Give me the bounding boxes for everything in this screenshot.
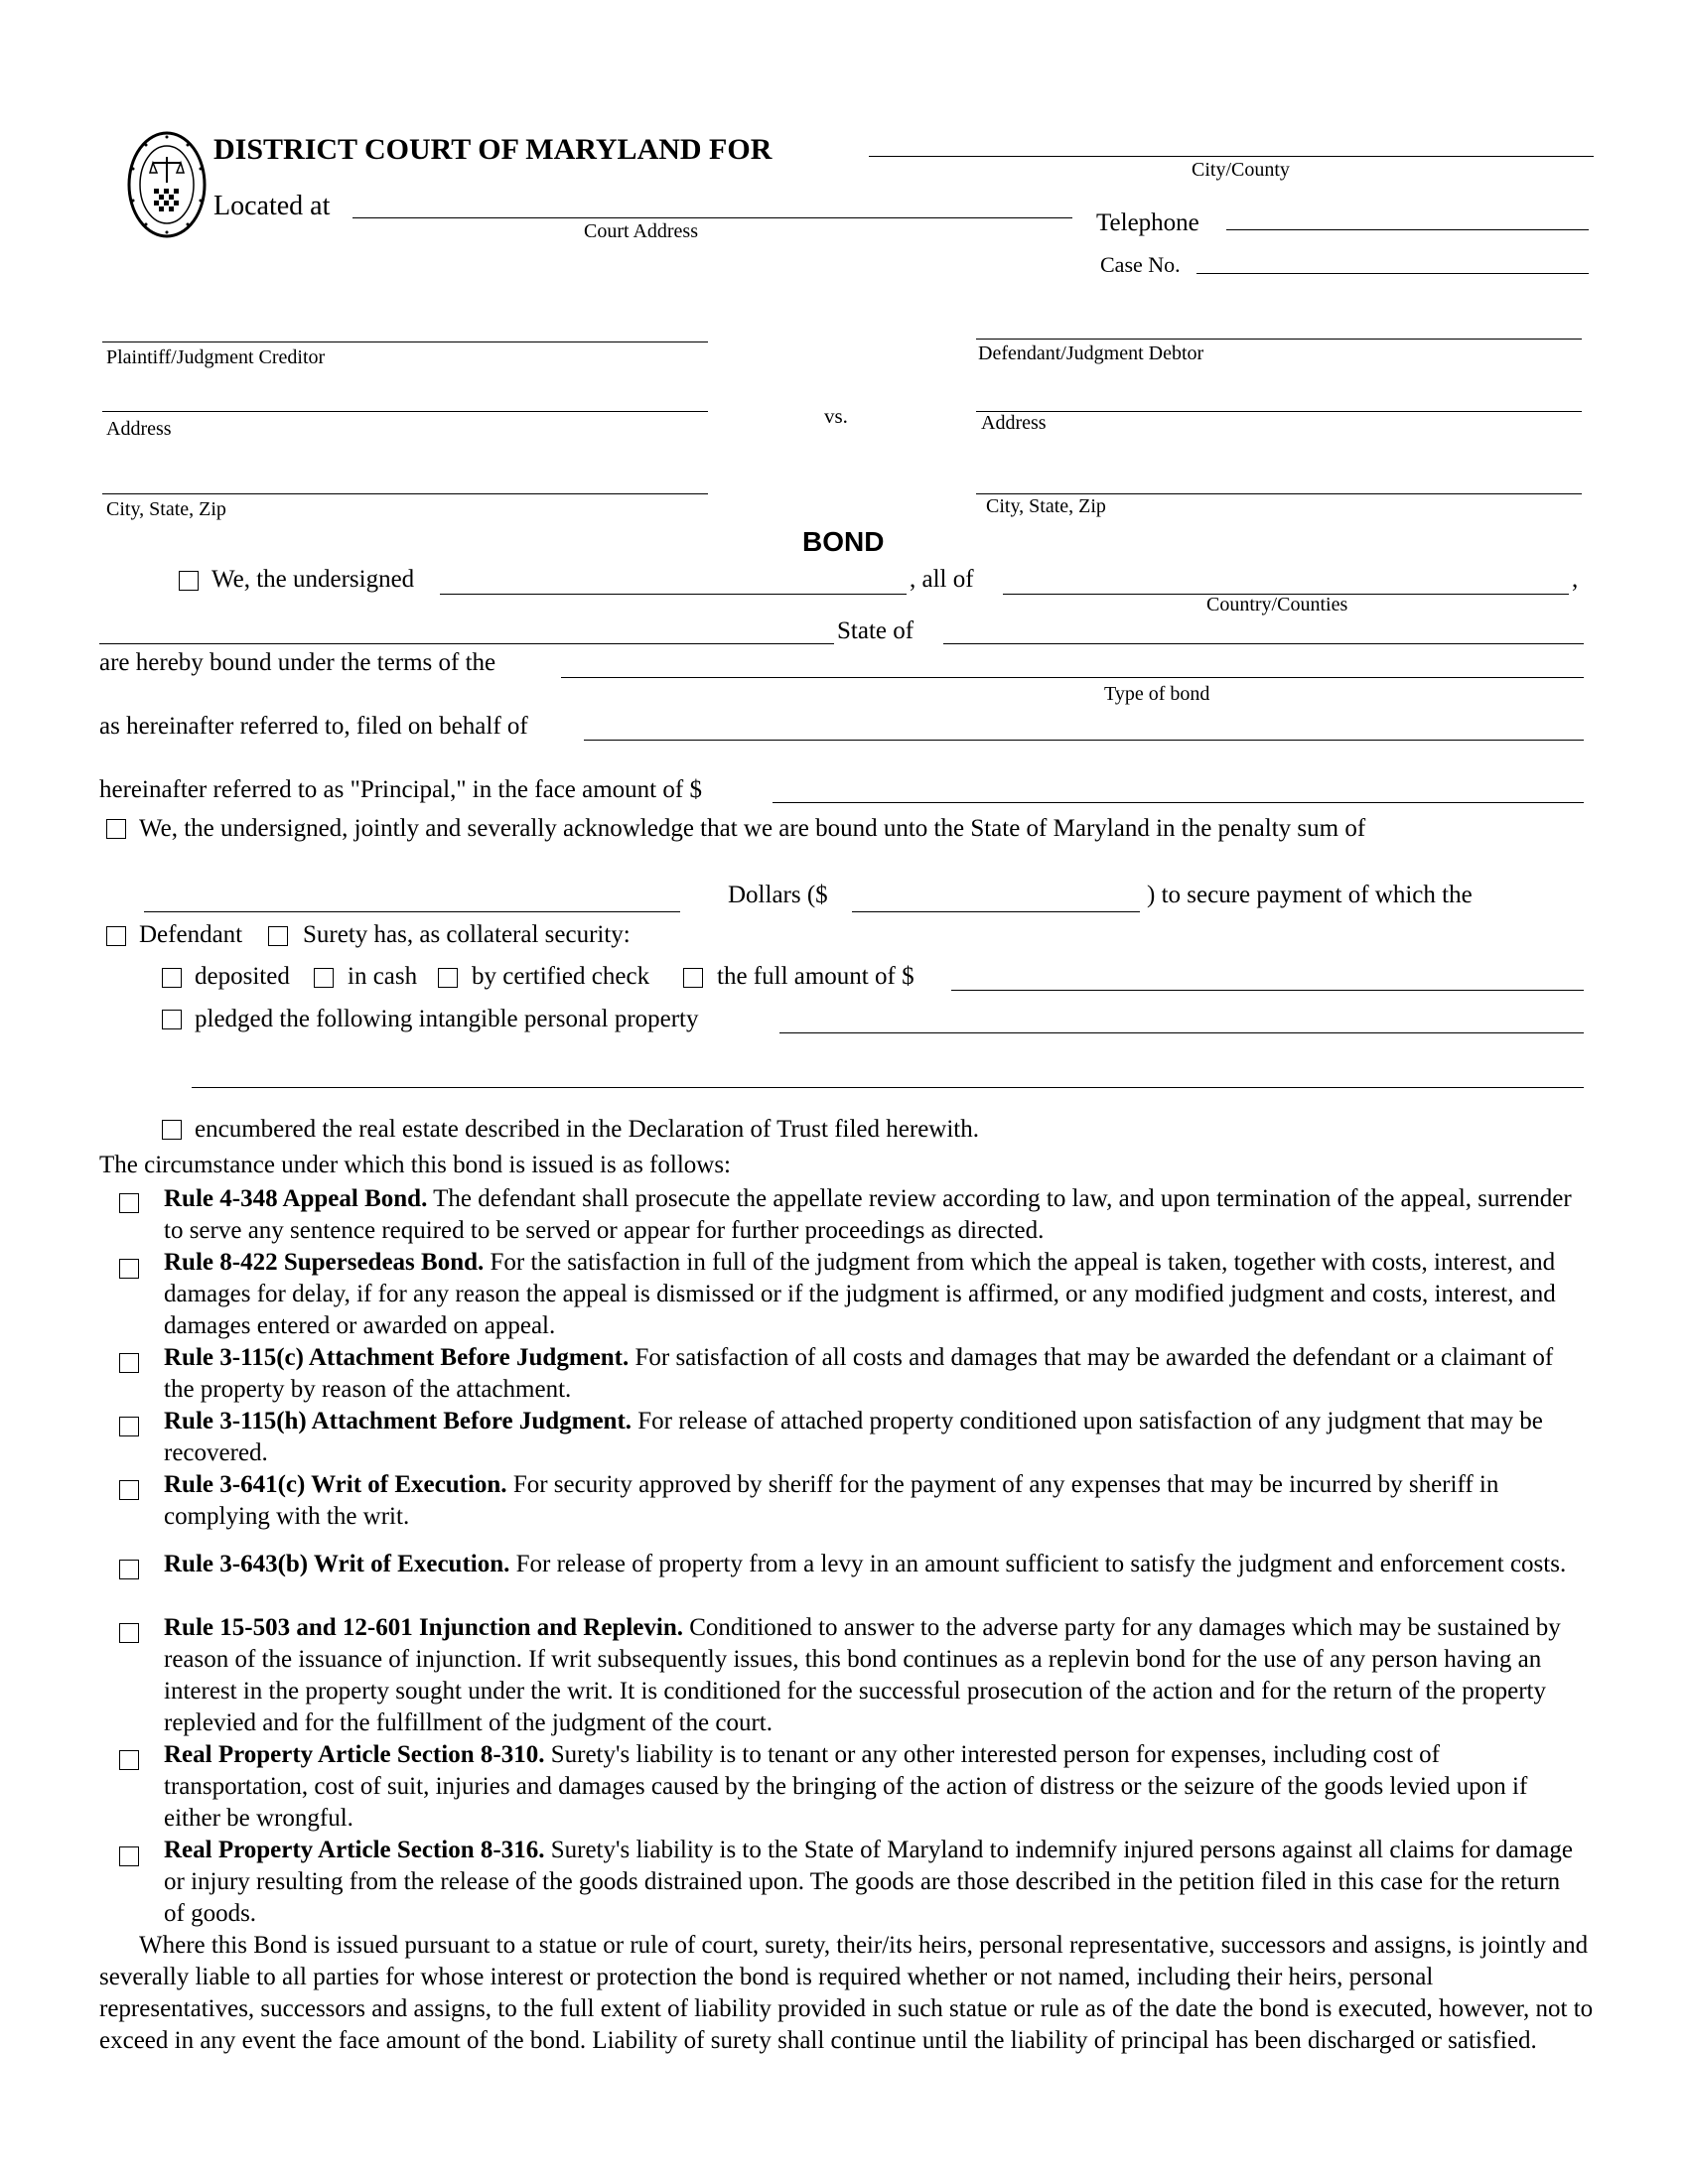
in-cash-label: in cash bbox=[348, 963, 418, 990]
defendant-address-label: Address bbox=[981, 412, 1047, 434]
bond-title: BOND bbox=[802, 526, 885, 557]
undersigned-second-line bbox=[99, 643, 834, 644]
vs-label: vs. bbox=[824, 404, 848, 428]
rule-3-115c-checkbox[interactable] bbox=[119, 1353, 139, 1373]
city-county-line bbox=[869, 156, 1594, 157]
court-address-input[interactable] bbox=[357, 191, 1067, 216]
plaintiff-city-input[interactable] bbox=[107, 467, 703, 492]
state-of-label: State of bbox=[837, 617, 914, 644]
defendant-label: Defendant/Judgment Debtor bbox=[978, 342, 1204, 364]
plaintiff-city-line bbox=[102, 493, 708, 494]
plaintiff-city-label: City, State, Zip bbox=[106, 498, 226, 520]
filed-on-behalf-input[interactable] bbox=[589, 714, 1579, 740]
pledged-checkbox[interactable] bbox=[162, 1010, 182, 1029]
defendant-option-label: Defendant bbox=[139, 921, 243, 948]
city-county-label: City/County bbox=[1192, 159, 1290, 181]
deposited-label: deposited bbox=[195, 963, 290, 990]
undersigned-second-input[interactable] bbox=[104, 617, 829, 643]
in-cash-checkbox[interactable] bbox=[314, 968, 334, 988]
circumstance-label: The circumstance under which this bond is issued is as follows: bbox=[99, 1152, 731, 1178]
pledged-label: pledged the following intangible personal property bbox=[195, 1006, 699, 1032]
rule-3-643b-checkbox[interactable] bbox=[119, 1560, 139, 1579]
surety-has-label: Surety has, as collateral security: bbox=[303, 921, 631, 948]
located-at-label: Located at bbox=[213, 191, 331, 221]
we-undersigned-checkbox[interactable] bbox=[179, 571, 199, 591]
dollars-label: Dollars ($ bbox=[728, 882, 828, 908]
defendant-address-input[interactable] bbox=[981, 384, 1577, 410]
court-address-label: Court Address bbox=[584, 220, 698, 242]
defendant-city-line bbox=[976, 493, 1582, 494]
full-amount-line bbox=[951, 990, 1584, 991]
city-county-input[interactable] bbox=[874, 129, 1589, 155]
defendant-input[interactable] bbox=[981, 312, 1577, 338]
rule-3-115h-checkbox[interactable] bbox=[119, 1417, 139, 1436]
to-secure-label: ) to secure payment of which the bbox=[1147, 882, 1473, 908]
rule-8-422-checkbox[interactable] bbox=[119, 1259, 139, 1279]
rule-15-503: Rule 15-503 and 12-601 Injunction and Replevin. Conditioned to answer to the adverse party for any damages which may be sustained by reason of the issuance of injunction. If writ subsequently issues, this bond continues as a replevin bond for the use of any person having an interest in the property sought under the writ. It is conditioned for the successful prosecution of the action and for the return of the property replevied and for the fulfillment of the judgment of the court. bbox=[164, 1614, 1561, 1736]
counties-label: Country/Counties bbox=[1206, 594, 1348, 615]
maryland-court-seal bbox=[126, 129, 208, 240]
pledged-property-input-2[interactable] bbox=[197, 1061, 1579, 1087]
case-no-input[interactable] bbox=[1201, 248, 1584, 274]
defendant-checkbox[interactable] bbox=[106, 926, 126, 946]
state-line bbox=[943, 643, 1584, 644]
defendant-line bbox=[976, 339, 1582, 340]
defendant-address-line bbox=[976, 411, 1582, 412]
pledged-property-input[interactable] bbox=[784, 1007, 1579, 1032]
rule-3-643b: Rule 3-643(b) Writ of Execution. For release of property from a levy in an amount sufficient to satisfy the judgment and enforcement costs. bbox=[164, 1551, 1567, 1577]
penalty-amount-line bbox=[852, 911, 1140, 912]
plaintiff-label: Plaintiff/Judgment Creditor bbox=[106, 346, 326, 368]
all-of-label: , all of bbox=[910, 566, 974, 593]
closing-paragraph: Where this Bond is issued pursuant to a statue or rule of court, surety, their/its heirs, personal representative, successors and assigns, is jointly and severally liable to all parties for whose interest or protection the bond is required whether or not named, including their heirs, personal representatives, successors and assigns, to the full extent of liability provided in such statue or rule as of the date the bond is executed, however, not to exceed in any event the face amount of the bond. Liability of surety shall continue until the liability of principal has been discharged or satisfied. bbox=[99, 1932, 1594, 2054]
penalty-amount-input[interactable] bbox=[857, 886, 1135, 911]
plaintiff-address-label: Address bbox=[106, 418, 172, 440]
certified-check-label: by certified check bbox=[472, 963, 650, 990]
rpa-8-310-checkbox[interactable] bbox=[119, 1750, 139, 1770]
bound-terms-label: are hereby bound under the terms of the bbox=[99, 649, 496, 676]
rule-3-115h: Rule 3-115(h) Attachment Before Judgment. For release of attached property conditioned upon satisfaction of any judgment that may be recovered. bbox=[164, 1408, 1543, 1466]
jointly-checkbox[interactable] bbox=[106, 819, 126, 839]
penalty-words-line bbox=[144, 911, 680, 912]
encumbered-label: encumbered the real estate described in the Declaration of Trust filed herewith. bbox=[195, 1116, 979, 1143]
encumbered-checkbox[interactable] bbox=[162, 1120, 182, 1140]
telephone-label: Telephone bbox=[1096, 209, 1199, 236]
court-title: DISTRICT COURT OF MARYLAND FOR bbox=[213, 133, 773, 166]
state-input[interactable] bbox=[948, 617, 1579, 643]
principal-amount-input[interactable] bbox=[777, 776, 1579, 802]
surety-checkbox[interactable] bbox=[268, 926, 288, 946]
principal-amount-label: hereinafter referred to as "Principal," in the face amount of $ bbox=[99, 776, 702, 803]
full-amount-input[interactable] bbox=[956, 964, 1579, 990]
pledged-property-line bbox=[779, 1032, 1584, 1033]
rpa-8-310: Real Property Article Section 8-310. Surety's liability is to tenant or any other interested person for expenses, including cost of transportation, cost of suit, injuries and damages caused by the bringing of the action of distress or the seizure of the goods levied upon if either be wrongful. bbox=[164, 1741, 1528, 1832]
undersigned-names-input[interactable] bbox=[445, 568, 902, 594]
counties-comma: , bbox=[1572, 566, 1579, 593]
rpa-8-316: Real Property Article Section 8-316. Surety's liability is to the State of Maryland to indemnify injured persons against all claims for damage or injury resulting from the release of the goods distrained upon. The goods are those described in the petition filed in this case for the return of goods. bbox=[164, 1837, 1574, 1927]
filed-on-behalf-label: as hereinafter referred to, filed on behalf of bbox=[99, 713, 528, 740]
telephone-line bbox=[1226, 229, 1589, 230]
plaintiff-input[interactable] bbox=[107, 315, 703, 341]
undersigned-names-line bbox=[440, 594, 907, 595]
case-no-label: Case No. bbox=[1100, 252, 1181, 277]
rule-3-641c-checkbox[interactable] bbox=[119, 1480, 139, 1500]
deposited-checkbox[interactable] bbox=[162, 968, 182, 988]
penalty-words-input[interactable] bbox=[149, 886, 675, 911]
type-of-bond-line bbox=[561, 677, 1584, 678]
rpa-8-316-checkbox[interactable] bbox=[119, 1846, 139, 1866]
rule-4-348-checkbox[interactable] bbox=[119, 1193, 139, 1213]
plaintiff-line bbox=[102, 341, 708, 342]
type-of-bond-input[interactable] bbox=[566, 651, 1579, 677]
rule-8-422: Rule 8-422 Supersedeas Bond. For the satisfaction in full of the judgment from which the appeal is taken, together with costs, interest, and damages for delay, if for any reason the appeal is dismissed or if the judgment is affirmed, or any modified judgment and costs, interest, and damages entered or awarded on appeal. bbox=[164, 1249, 1556, 1339]
we-undersigned-label: We, the undersigned bbox=[211, 566, 415, 593]
defendant-city-label: City, State, Zip bbox=[986, 495, 1106, 517]
full-amount-checkbox[interactable] bbox=[683, 968, 703, 988]
defendant-city-input[interactable] bbox=[981, 467, 1577, 492]
jointly-label: We, the undersigned, jointly and severally acknowledge that we are bound unto the State of Maryland in the penalty sum of bbox=[139, 815, 1366, 842]
filed-on-behalf-line bbox=[584, 740, 1584, 741]
type-of-bond-label: Type of bond bbox=[1104, 683, 1210, 705]
rule-3-115c: Rule 3-115(c) Attachment Before Judgment. For satisfaction of all costs and damages that may be awarded the defendant or a claimant of the property by reason of the attachment. bbox=[164, 1344, 1554, 1403]
certified-check-checkbox[interactable] bbox=[438, 968, 458, 988]
court-address-line bbox=[352, 217, 1072, 218]
plaintiff-address-line bbox=[102, 411, 708, 412]
rule-4-348: Rule 4-348 Appeal Bond. The defendant shall prosecute the appellate review according to law, and upon termination of the appeal, surrender to serve any sentence required to be served or appear for further proceedings as directed. bbox=[164, 1185, 1572, 1244]
principal-amount-line bbox=[773, 802, 1584, 803]
counties-input[interactable] bbox=[1008, 568, 1564, 594]
pledged-property-line-2 bbox=[192, 1087, 1584, 1088]
plaintiff-address-input[interactable] bbox=[107, 384, 703, 410]
telephone-input[interactable] bbox=[1231, 204, 1584, 229]
full-amount-label: the full amount of $ bbox=[717, 963, 914, 990]
rule-15-503-checkbox[interactable] bbox=[119, 1623, 139, 1643]
rule-3-641c: Rule 3-641(c) Writ of Execution. For security approved by sheriff for the payment of any expenses that may be incurred by sheriff in complying with the writ. bbox=[164, 1471, 1499, 1530]
